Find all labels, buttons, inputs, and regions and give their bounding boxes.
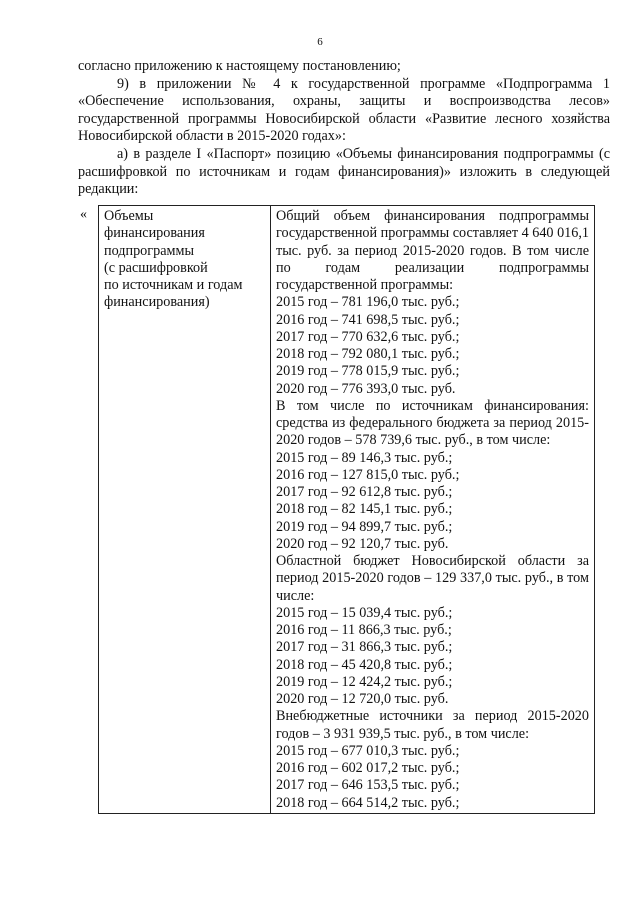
intro-paragraph-9: 9) в приложении № 4 к государственной программе «Подпрограмма 1 «Обеспечение использования, охраны, защиты и воспроизводства лесов» государственной программы Новосибирской области «Развитие лесного хозяйства Новосибирской области в 2015-2020 годах»: [78,75,610,145]
year-line: 2020 год – 12 720,0 тыс. руб. [276,691,449,707]
year-line: 2015 год – 15 039,4 тыс. руб.; [276,604,453,621]
year-line: 2016 год – 11 866,3 тыс. руб.; [276,622,452,638]
year-line: 2015 год – 677 010,3 тыс. руб.; [276,742,460,759]
label-line: подпрограммы [104,242,194,259]
year-line: 2015 год – 89 146,3 тыс. руб.; [276,449,453,466]
year-line: 2017 год – 770 632,6 тыс. руб.; [276,328,460,345]
year-line: 2018 год – 792 080,1 тыс. руб.; [276,346,460,362]
page-number: 6 [317,36,323,48]
intro-paragraph-a: а) в разделе I «Паспорт» позицию «Объемы финансирования подпрограммы (с расшифровкой по источникам и годам финансирования)» изложить в следующей редакции: [78,145,610,198]
table-row [99,206,595,814]
year-line: 2016 год – 741 698,5 тыс. руб.; [276,311,460,328]
year-line: 2017 год – 92 612,8 тыс. руб.; [276,484,453,500]
intro-line-1: согласно приложению к настоящему постановлению; [78,58,401,74]
year-line: 2020 год – 776 393,0 тыс. руб. [276,380,456,397]
extrabudgetary-heading: Внебюджетные источники за период 2015-2020 годов – 3 931 939,5 тыс. руб., в том числе: [276,708,589,742]
label-line: Объемы [104,208,154,224]
year-line: 2017 год – 31 866,3 тыс. руб.; [276,639,453,656]
federal-budget-heading: В том числе по источникам финансирования: средства из федерального бюджета за период 2015-2020 годов – 578 739,6 тыс. руб., в том числе: [276,397,589,449]
year-line: 2019 год – 94 899,7 тыс. руб.; [276,518,453,535]
passport-table [98,205,595,814]
label-line: финансирования [104,225,205,242]
regional-budget-heading: Областной бюджет Новосибирской области за период 2015-2020 годов – 129 337,0 тыс. руб., в том числе: [276,553,589,604]
year-line: 2016 год – 602 017,2 тыс. руб.; [276,760,460,776]
year-line: 2017 год – 646 153,5 тыс. руб.; [276,777,460,794]
year-line: 2019 год – 778 015,9 тыс. руб.; [276,363,460,380]
open-quote-mark: « [80,207,87,222]
value-cell [271,206,595,814]
label-cell [99,206,271,814]
year-line: 2018 год – 82 145,1 тыс. руб.; [276,501,453,518]
label-line: (с расшифровкой [104,259,208,276]
label-line: финансирования) [104,294,210,311]
label-line: по источникам и годам [104,277,243,293]
intro-text [78,58,610,199]
year-line: 2016 год – 127 815,0 тыс. руб.; [276,466,460,483]
year-line: 2015 год – 781 196,0 тыс. руб.; [276,294,460,311]
year-line: 2018 год – 664 514,2 тыс. руб.; [276,794,460,811]
year-line: 2019 год – 12 424,2 тыс. руб.; [276,673,453,690]
year-line: 2018 год – 45 420,8 тыс. руб.; [276,656,453,673]
year-line: 2020 год – 92 120,7 тыс. руб. [276,535,449,552]
total-funding-heading: Общий объем финансирования подпрограммы государственной программы составляет 4 640 016,1 тыс. руб. за период 2015-2020 годов. В том числе по годам реализации подпрограммы государственной программы: [276,208,589,293]
